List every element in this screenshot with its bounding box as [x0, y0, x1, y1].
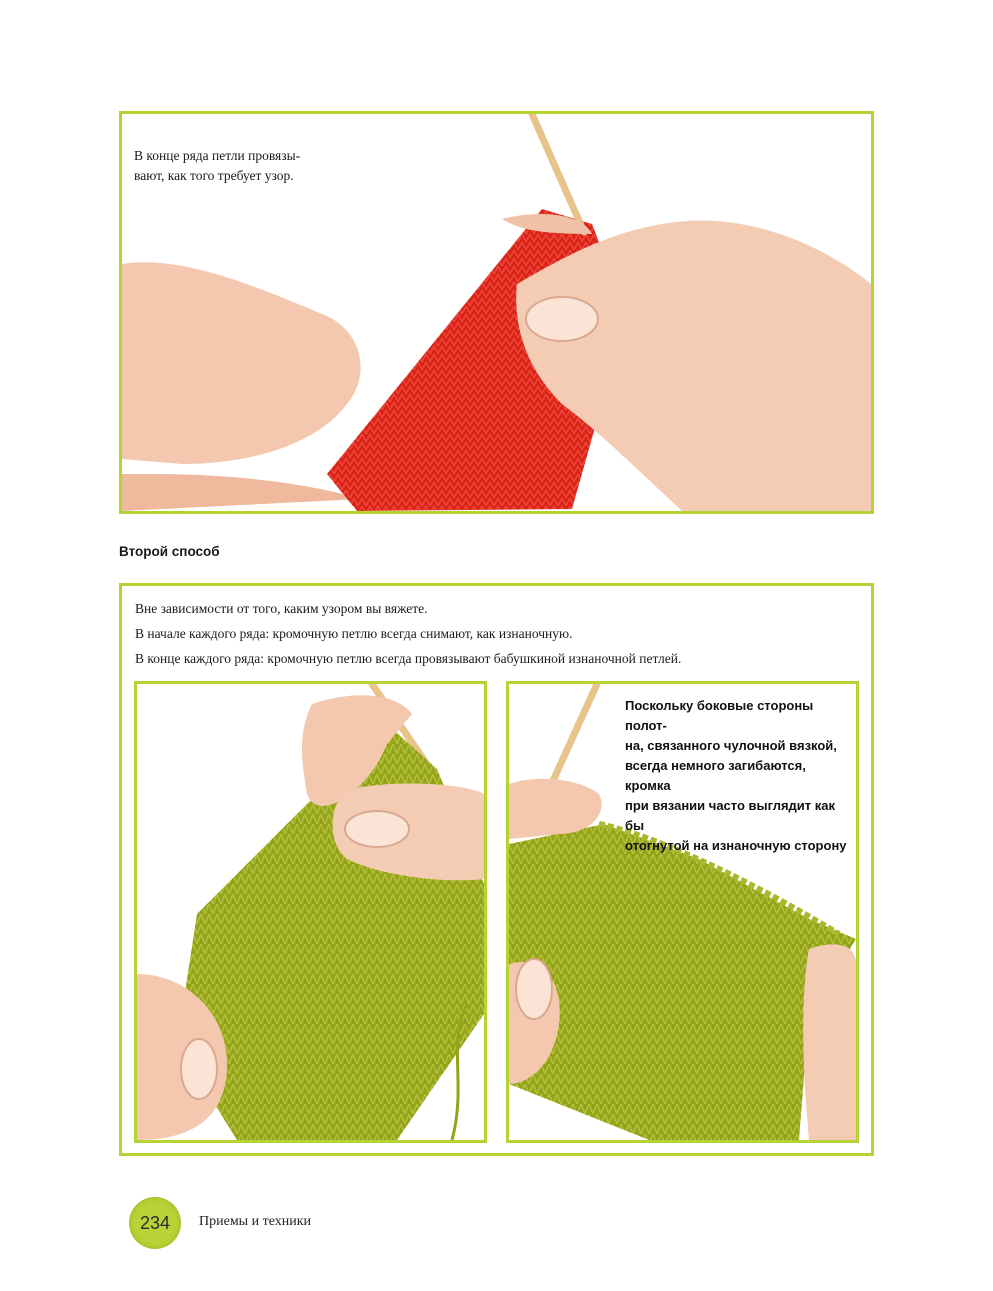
- left-hand: [122, 262, 361, 464]
- caption-line: вают, как того требует узор.: [134, 168, 294, 183]
- caption-line: на, связанного чулочной вязкой,: [625, 738, 837, 753]
- intro-line: В конце каждого ряда: кромочную петлю всегда провязывают бабушкиной изнаночной петлей.: [135, 651, 682, 666]
- right-caption: [625, 696, 847, 856]
- right-hand: [803, 944, 856, 1140]
- caption-line: В конце ряда петли провязы-: [134, 148, 301, 163]
- left-photo-frame: [134, 681, 487, 1143]
- intro-text: [135, 596, 855, 671]
- thumbnail: [345, 811, 409, 847]
- caption-line: при вязании часто выглядит как бы: [625, 798, 836, 833]
- caption-line: Поскольку боковые стороны полот-: [625, 698, 814, 733]
- caption-line: отогнутой на изнаночную сторону: [625, 838, 847, 853]
- top-caption: [134, 146, 334, 186]
- right-photo-frame: [506, 681, 859, 1143]
- green-knit-fabric: [509, 824, 856, 1140]
- thumbnail: [526, 297, 598, 341]
- page-number-badge: 234: [129, 1197, 181, 1249]
- knitting-needle: [547, 684, 597, 794]
- intro-line: В начале каждого ряда: кромочную петлю всегда снимают, как изнаночную.: [135, 626, 573, 641]
- top-photo-frame: [119, 111, 874, 514]
- section-heading: Второй способ: [119, 544, 220, 559]
- caption-line: всегда немного загибаются, кромка: [625, 758, 806, 793]
- running-title: Приемы и техники: [199, 1214, 311, 1229]
- intro-line: Вне зависимости от того, каким узором вы вяжете.: [135, 601, 428, 616]
- green-knitting-photo-left: [137, 684, 484, 1140]
